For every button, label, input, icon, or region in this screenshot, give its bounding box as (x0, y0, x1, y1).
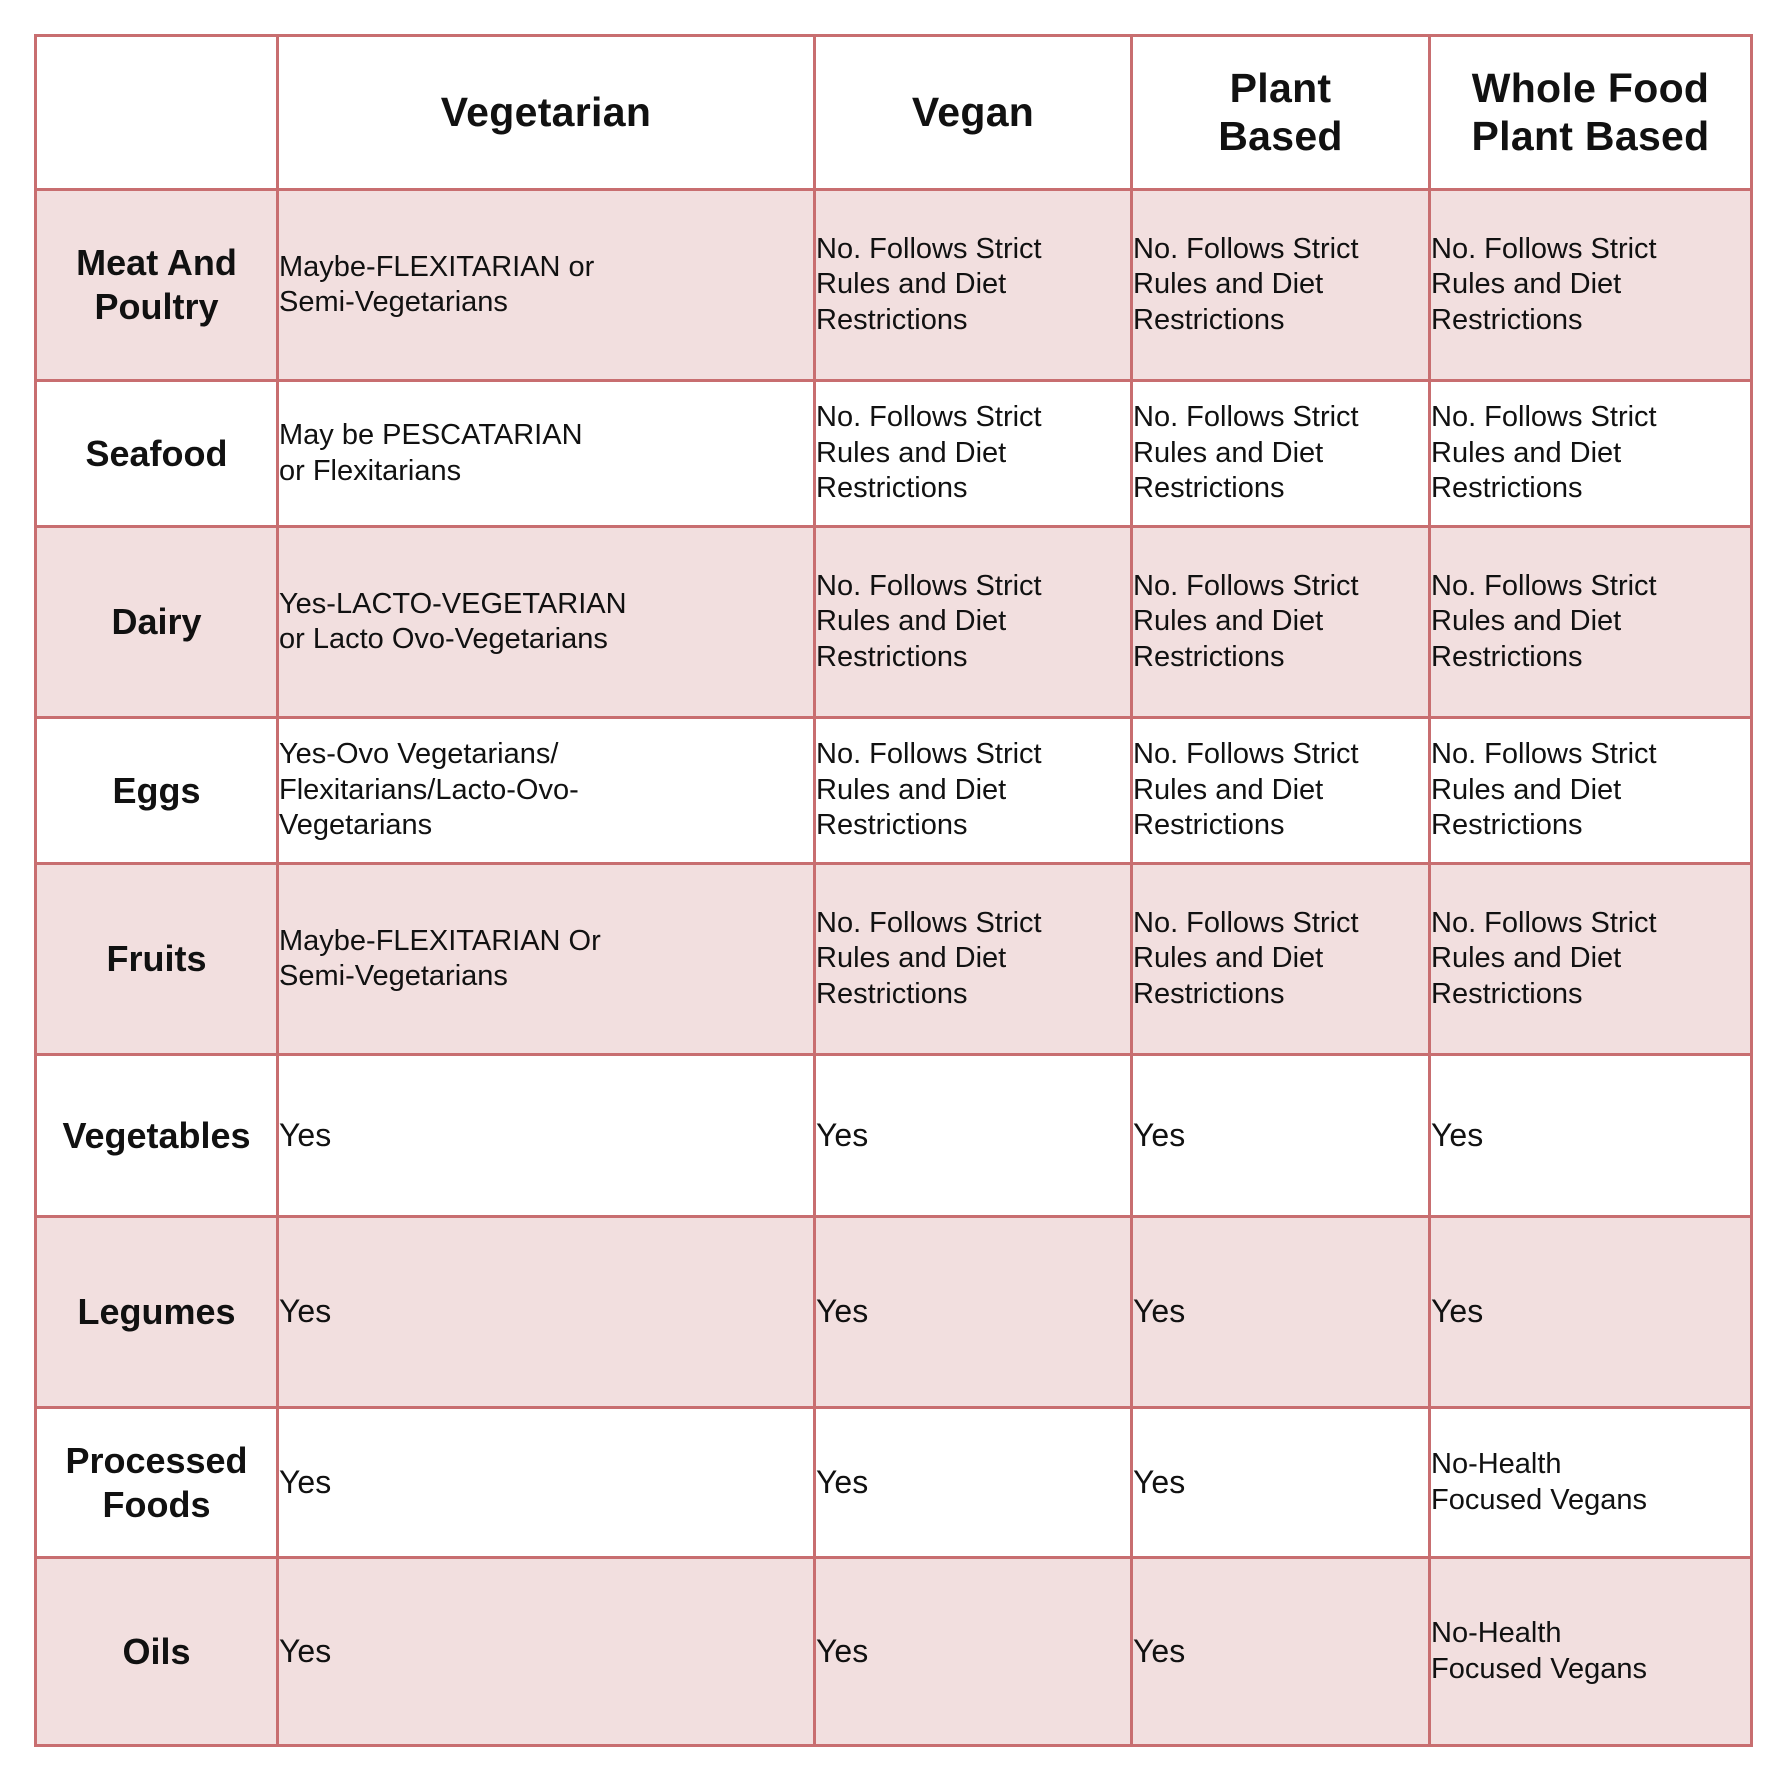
table-cell: Yes (1132, 1408, 1430, 1558)
table-row-processed-foods (36, 1408, 1752, 1558)
table-cell: Maybe-FLEXITARIAN or Semi-Vegetarians (278, 190, 815, 381)
table-row-oils (36, 1558, 1752, 1746)
column-header-plant-based: Plant Based (1132, 36, 1430, 190)
row-header-vegetables: Vegetables (36, 1055, 278, 1217)
table-cell: No. Follows Strict Rules and Diet Restrictions (815, 527, 1132, 718)
column-header-vegan: Vegan (815, 36, 1132, 190)
row-header-fruits: Fruits (36, 864, 278, 1055)
table-cell: No. Follows Strict Rules and Diet Restrictions (1430, 718, 1752, 864)
table-cell: No. Follows Strict Rules and Diet Restrictions (1430, 527, 1752, 718)
table-cell: Yes (815, 1055, 1132, 1217)
table-cell: Yes (815, 1408, 1132, 1558)
diet-comparison-table (34, 34, 1753, 1747)
table-cell: Yes (278, 1558, 815, 1746)
table-cell: Yes (1132, 1217, 1430, 1408)
row-header-eggs: Eggs (36, 718, 278, 864)
table-row-fruits (36, 864, 1752, 1055)
table-cell: No. Follows Strict Rules and Diet Restrictions (1132, 718, 1430, 864)
table-cell: Yes-LACTO-VEGETARIAN or Lacto Ovo-Vegetarians (278, 527, 815, 718)
table-cell: No. Follows Strict Rules and Diet Restrictions (815, 190, 1132, 381)
row-header-dairy: Dairy (36, 527, 278, 718)
table-row-meat-and-poultry (36, 190, 1752, 381)
table-cell: Yes (815, 1558, 1132, 1746)
table-cell: May be PESCATARIAN or Flexitarians (278, 381, 815, 527)
table-row-eggs (36, 718, 1752, 864)
table-cell: Yes (1430, 1055, 1752, 1217)
table-cell: Yes (278, 1217, 815, 1408)
table-cell: Yes (278, 1055, 815, 1217)
table-row-legumes (36, 1217, 1752, 1408)
row-header-processed-foods: Processed Foods (36, 1408, 278, 1558)
table-cell: No. Follows Strict Rules and Diet Restrictions (815, 381, 1132, 527)
row-header-legumes: Legumes (36, 1217, 278, 1408)
table-cell: Yes-Ovo Vegetarians/ Flexitarians/Lacto-Ovo- Vegetarians (278, 718, 815, 864)
table-cell: No. Follows Strict Rules and Diet Restrictions (1430, 190, 1752, 381)
row-header-oils: Oils (36, 1558, 278, 1746)
column-header-whole-food-plant-based: Whole Food Plant Based (1430, 36, 1752, 190)
table-cell: No. Follows Strict Rules and Diet Restrictions (1430, 864, 1752, 1055)
table-cell: No. Follows Strict Rules and Diet Restrictions (1132, 527, 1430, 718)
table-cell: Yes (278, 1408, 815, 1558)
table-row-dairy (36, 527, 1752, 718)
table-cell: Maybe-FLEXITARIAN Or Semi-Vegetarians (278, 864, 815, 1055)
row-header-seafood: Seafood (36, 381, 278, 527)
row-header-meat-and-poultry: Meat And Poultry (36, 190, 278, 381)
table-cell: Yes (1132, 1558, 1430, 1746)
table-cell: No-Health Focused Vegans (1430, 1408, 1752, 1558)
table-row-vegetables (36, 1055, 1752, 1217)
table-cell: No. Follows Strict Rules and Diet Restrictions (1132, 190, 1430, 381)
table-cell: Yes (1430, 1217, 1752, 1408)
corner-cell (36, 36, 278, 190)
table-cell: No. Follows Strict Rules and Diet Restrictions (1132, 864, 1430, 1055)
header-row (36, 36, 1752, 190)
table-cell: Yes (815, 1217, 1132, 1408)
table-cell: No. Follows Strict Rules and Diet Restrictions (1132, 381, 1430, 527)
table-row-seafood (36, 381, 1752, 527)
table-cell: No-Health Focused Vegans (1430, 1558, 1752, 1746)
column-header-vegetarian: Vegetarian (278, 36, 815, 190)
table-cell: No. Follows Strict Rules and Diet Restrictions (1430, 381, 1752, 527)
table-cell: Yes (1132, 1055, 1430, 1217)
table-cell: No. Follows Strict Rules and Diet Restrictions (815, 718, 1132, 864)
table-cell: No. Follows Strict Rules and Diet Restrictions (815, 864, 1132, 1055)
